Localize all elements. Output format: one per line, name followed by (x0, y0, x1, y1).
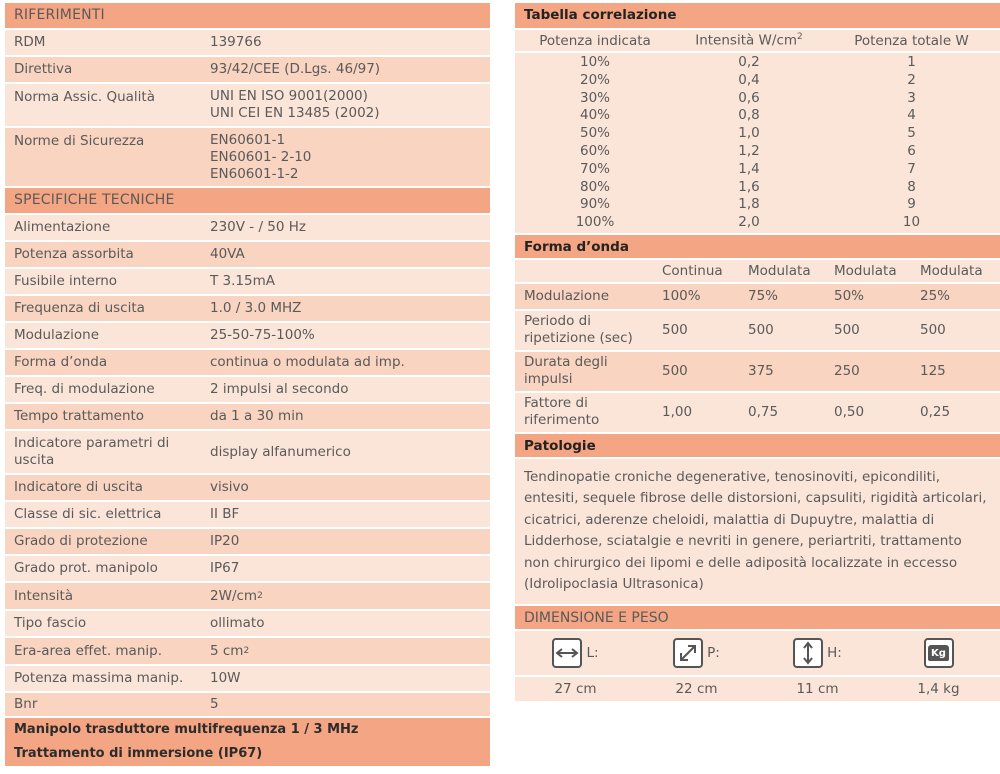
cell: Periodo di ripetizione (sec) (524, 313, 633, 347)
cell: 0,6 (738, 89, 760, 106)
correlazione-body (515, 51, 1000, 233)
value-line: UNI CEI EN 13485 (2002) (210, 105, 380, 121)
spec-row (5, 691, 490, 716)
cell: 4 (907, 107, 916, 124)
table-row (515, 161, 1000, 179)
spec-row (5, 294, 490, 321)
row-value: 25-50-75-100% (210, 327, 315, 343)
forma-onda-column-headers (515, 258, 1000, 282)
table-row (515, 391, 1000, 432)
cell: 2,0 (738, 214, 760, 231)
cell: 1,4 (738, 160, 760, 177)
cell: 75% (748, 288, 779, 305)
cell: 1,2 (738, 142, 760, 159)
spec-row (5, 213, 490, 240)
correlazione-column-headers (515, 28, 1000, 51)
row-value: IP67 (210, 560, 240, 576)
spec-row (5, 609, 490, 636)
row-key: Indicatore di uscita (14, 479, 143, 495)
dimension-length (515, 638, 636, 668)
dimension-depth (636, 638, 757, 668)
row-value: 93/42/CEE (D.Lgs. 46/97) (210, 61, 381, 77)
row-key: Tempo trattamento (14, 408, 145, 424)
value-superscript: 2 (243, 645, 250, 656)
spec-row (5, 402, 490, 429)
spec-row (5, 554, 490, 581)
row-key: Forma d’onda (14, 354, 108, 370)
cell: 2 (907, 71, 916, 88)
row-value: II BF (210, 506, 240, 522)
specifiche-header: SPECIFICHE TECNICHE (5, 186, 490, 213)
cell: 20% (579, 71, 610, 88)
dimension-label: L: (586, 644, 599, 661)
row-key: Bnr (14, 696, 38, 712)
weight-icon (924, 638, 954, 668)
column-header (675, 32, 823, 49)
row-value: 139766 (210, 34, 262, 50)
row-key: Classe di sic. elettrica (14, 506, 162, 522)
row-value: 5 (210, 696, 219, 712)
row-key: Frequenza di uscita (14, 300, 145, 316)
diagonal-arrow-icon (673, 638, 703, 668)
cell: 7 (907, 160, 916, 177)
spec-row (5, 240, 490, 267)
cell: 1 (907, 54, 916, 70)
cell: 500 (834, 322, 860, 339)
riferimenti-row (5, 55, 490, 82)
dimension-value: 22 cm (675, 680, 718, 697)
value-line: EN60601-1-2 (210, 165, 299, 182)
dimension-value: 27 cm (554, 680, 597, 697)
cell: 80% (579, 178, 610, 195)
row-value: continua o modulata ad imp. (210, 354, 405, 370)
cell: 10 (902, 214, 921, 231)
column-header: Continua (662, 262, 723, 279)
table-row (515, 90, 1000, 108)
immersione-footer: Trattamento di immersione (IP67) (5, 741, 490, 766)
dimension-label: P: (707, 644, 720, 661)
row-key: RDM (14, 34, 46, 50)
spec-row (5, 500, 490, 527)
row-value: IP20 (210, 533, 240, 549)
row-key: Potenza assorbita (14, 246, 134, 262)
dimension-weight (878, 638, 999, 668)
dimension-label: H: (827, 644, 842, 661)
cell: 1,00 (662, 404, 693, 421)
riferimenti-row (5, 126, 490, 186)
vertical-arrow-icon (793, 638, 823, 668)
table-row (515, 125, 1000, 143)
row-key: Alimentazione (14, 219, 111, 235)
table-row (515, 350, 1000, 391)
cell: 125 (920, 363, 946, 380)
row-value (202, 638, 490, 664)
cell: 70% (579, 160, 610, 177)
value-superscript: 2 (257, 590, 263, 601)
column-header: Modulata (920, 262, 983, 279)
cell: 100% (662, 288, 701, 305)
value-text: 5 cm (210, 642, 244, 659)
cell: 500 (748, 322, 774, 339)
row-value: 1.0 / 3.0 MHZ (210, 300, 302, 316)
cell: 0,2 (738, 54, 760, 70)
cell: 375 (748, 363, 774, 380)
riferimenti-header: RIFERIMENTI (5, 3, 490, 28)
dimensione-header: DIMENSIONE E PESO (515, 604, 1000, 629)
spec-row (5, 429, 490, 473)
row-key: Grado di protezione (14, 533, 148, 549)
row-value: visivo (210, 479, 249, 495)
row-value: 2 impulsi al secondo (210, 381, 349, 397)
cell: 3 (907, 89, 916, 106)
cell: 0,4 (738, 71, 760, 88)
row-key: Grado prot. manipolo (14, 560, 158, 576)
column-header-text: Intensità W/cm (695, 32, 798, 49)
cell: 500 (662, 322, 688, 339)
row-key: Modulazione (14, 327, 100, 343)
table-row (515, 309, 1000, 350)
cell: 500 (662, 363, 688, 380)
column-header: Potenza indicata (539, 32, 651, 49)
cell: 5 (907, 125, 916, 142)
spec-row (5, 581, 490, 609)
cell: 500 (920, 322, 946, 339)
spec-row (5, 473, 490, 500)
row-value: display alfanumerico (210, 443, 351, 460)
cell: 8 (907, 178, 916, 195)
row-value: da 1 a 30 min (210, 408, 304, 424)
cell: 1,6 (738, 178, 760, 195)
value-line: UNI EN ISO 9001(2000) (210, 88, 368, 104)
cell: 30% (579, 89, 610, 106)
row-key: Freq. di modulazione (14, 381, 155, 397)
table-row (515, 107, 1000, 125)
cell: 1,0 (738, 125, 760, 142)
riferimenti-row (5, 82, 490, 126)
row-value (202, 128, 490, 186)
cell: Fattore di riferimento (524, 395, 600, 429)
cell: 250 (834, 363, 860, 380)
cell: 1,8 (738, 196, 760, 213)
row-key: Intensità (14, 587, 74, 604)
table-row (515, 143, 1000, 161)
cell: 10% (579, 54, 610, 70)
table-row (515, 179, 1000, 197)
row-key: Potenza massima manip. (14, 670, 184, 686)
table-row (515, 196, 1000, 214)
cell: 0,50 (834, 404, 865, 421)
weight-icon-text: Kg (928, 645, 949, 661)
dimension-height (757, 638, 878, 668)
value-line: EN60601-1 (210, 131, 286, 148)
cell: 0,8 (738, 107, 760, 124)
cell: Durata degli impulsi (524, 354, 608, 388)
row-key: Norme di Sicurezza (14, 133, 145, 149)
row-key: Tipo fascio (14, 615, 87, 631)
spec-row (5, 348, 490, 375)
spec-row (5, 267, 490, 294)
row-value (202, 84, 490, 126)
spec-row (5, 636, 490, 664)
value-text: 2W/cm (210, 587, 258, 604)
spec-row (5, 375, 490, 402)
table-row (515, 214, 1000, 232)
dimension-value: 1,4 kg (917, 680, 960, 697)
spec-row (5, 321, 490, 348)
row-value: 40VA (210, 246, 245, 262)
cell: 0,25 (920, 404, 951, 421)
row-key: Direttiva (14, 61, 73, 77)
cell: 90% (579, 196, 610, 213)
riferimenti-row (5, 28, 490, 55)
cell: 60% (579, 142, 610, 159)
value-line: EN60601- 2-10 (210, 148, 312, 165)
cell: Modulazione (524, 287, 610, 304)
row-value: T 3.15mA (210, 273, 275, 289)
cell: 6 (907, 142, 916, 159)
horizontal-arrow-icon (552, 638, 582, 668)
left-column (5, 3, 490, 766)
spec-row (5, 527, 490, 554)
patologie-text: Tendinopatie croniche degenerative, tenosinoviti, epicondiliti, entesiti, sequele fibrose delle distorsioni, capsuliti, rigidità articolari, cicatrici, aderenze cheloidi, malattia di Dupuytre, malattia di Lidderhose, sciatalgie e nevriti in genere, periartriti, trattamento non chirurgico dei lipomi e delle adiposità localizzate in eccesso (Idrolipoclasia Ultrasonica) (515, 457, 1000, 604)
patologie-header: Patologie (515, 432, 1000, 457)
row-key: Norma Assic. Qualità (14, 89, 155, 105)
dimensione-icons-row (515, 629, 1000, 675)
cell: 100% (575, 214, 615, 231)
column-header: Modulata (834, 262, 897, 279)
row-value: ollimato (210, 615, 265, 631)
table-row (515, 282, 1000, 309)
dimension-value: 11 cm (796, 680, 839, 697)
table-row (515, 72, 1000, 90)
cell: 25% (920, 288, 951, 305)
cell: 9 (907, 196, 916, 213)
forma-onda-header: Forma d’onda (515, 233, 1000, 258)
row-value: 10W (210, 670, 241, 686)
row-value: 230V - / 50 Hz (210, 219, 307, 235)
right-column (515, 3, 1000, 701)
cell: 50% (834, 288, 865, 305)
column-header: Modulata (748, 262, 811, 279)
column-header: Potenza totale W (854, 32, 969, 49)
manipolo-footer: Manipolo trasduttore multifrequenza 1 / 3 MHz (5, 716, 490, 741)
row-key: Fusibile interno (14, 273, 118, 289)
row-key: Indicatore parametri di uscita (14, 435, 170, 468)
dimensione-values-row (515, 675, 1000, 701)
table-row (515, 54, 1000, 72)
spec-row (5, 664, 490, 691)
cell: 50% (579, 125, 610, 142)
column-header-superscript: 2 (797, 32, 803, 43)
cell: 40% (579, 107, 610, 124)
row-key: Era-area effet. manip. (14, 642, 162, 659)
cell: 0,75 (748, 404, 779, 421)
row-value (202, 583, 490, 609)
correlazione-header: Tabella correlazione (515, 3, 1000, 28)
